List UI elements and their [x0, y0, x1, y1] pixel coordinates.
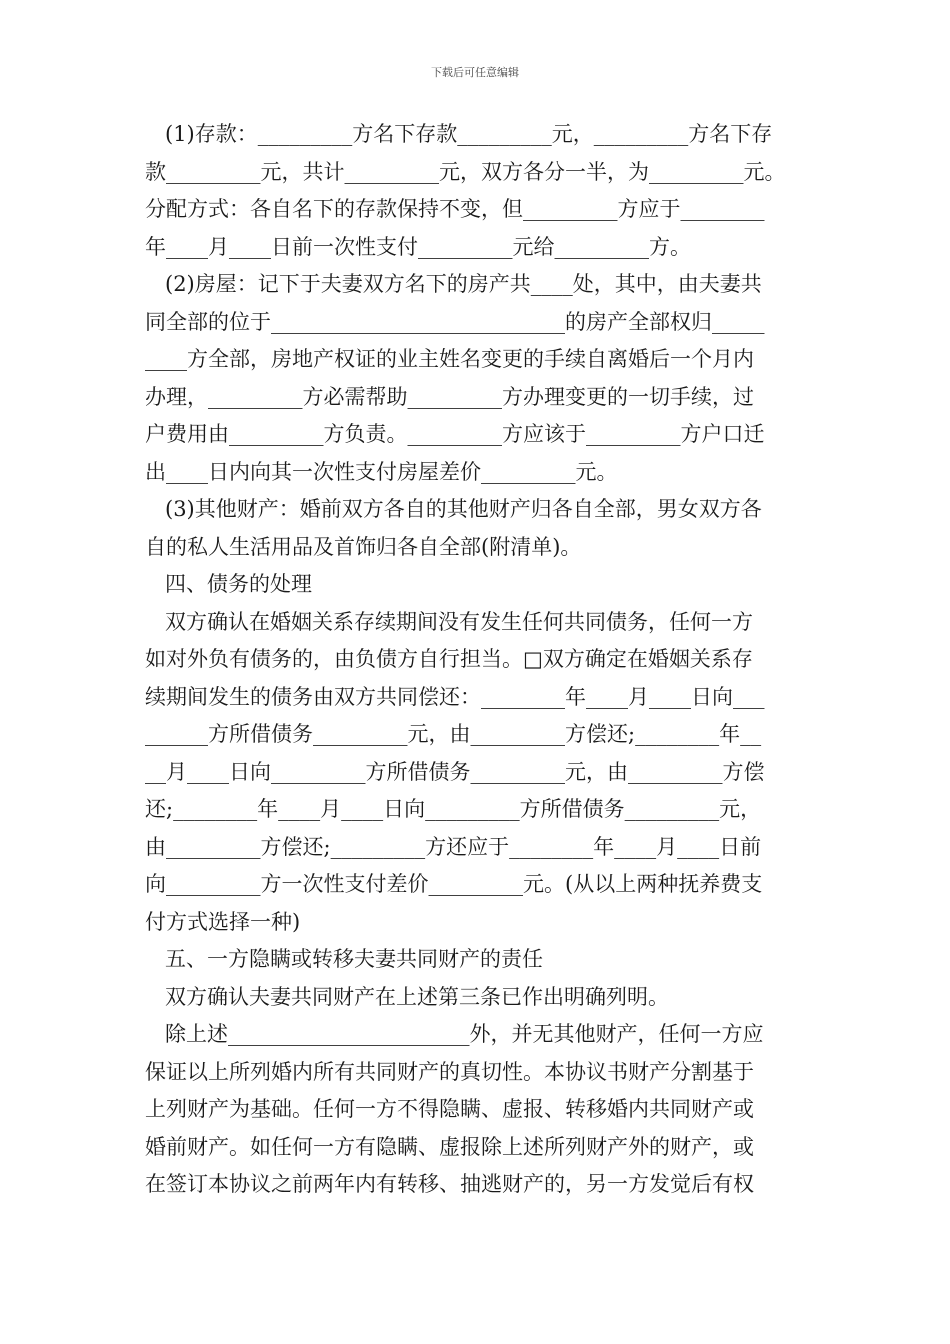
text-line: (2)房屋：记下于夫妻双方名下的房产共____处，其中，由夫妻共	[165, 272, 762, 296]
text-line: ______方所借债务_________元，由_________方偿还;________年__	[145, 722, 762, 746]
paragraph-housing	[145, 266, 815, 491]
page-header: 下载后可任意编辑	[431, 66, 519, 79]
text-line: 还;________年____月____日向_________方所借债务_________元，	[145, 797, 762, 821]
text-line: 款_________元，共计_________元，双方各分一半，为_________元。	[145, 159, 786, 184]
paragraph-savings	[145, 116, 815, 266]
text-line: 向_________方一次性支付差价_________元。(从以上两种抚养费支	[145, 872, 763, 896]
paragraph-debts	[145, 604, 815, 942]
paragraph-concealment-terms	[145, 1016, 815, 1204]
paragraph-other-property	[145, 491, 815, 566]
text-line: 双方确认在婚姻关系存续期间没有发生任何共同债务，任何一方	[165, 609, 753, 634]
text-line: 办理，_________方必需帮助_________方办理变更的一切手续，过	[145, 384, 754, 409]
text-line: 同全部的位于____________________________的房产全部权归_____	[145, 309, 765, 334]
text-line: 在签订本协议之前两年内有转移、抽逃财产的，另一方发觉后有权	[145, 1172, 754, 1196]
text-line: 上列财产为基础。任何一方不得隐瞒、虚报、转移婚内共同财产或	[145, 1097, 754, 1121]
text-line: 由_________方偿还;_________方还应于________年____月____日前	[145, 834, 762, 859]
section-heading-concealment	[145, 941, 815, 979]
text-line: 出____日内向其一次性支付房屋差价_________元。	[145, 459, 618, 484]
text-line: ____方全部，房地产权证的业主姓名变更的手续自离婚后一个月内	[145, 347, 754, 371]
text-line: 户费用由_________方负责。_________方应该于_________方户口迁	[145, 422, 765, 446]
text-line: 保证以上所列婚内所有共同财产的真切性。本协议书财产分割基于	[145, 1059, 754, 1084]
text-line: __月____日向_________方所借债务_________元，由_________方偿	[145, 759, 765, 784]
section-heading-debts	[145, 566, 815, 604]
text-line: 除上述_______________________外，并无其他财产，任何一方应	[165, 1022, 764, 1046]
text-line: 双方确认夫妻共同财产在上述第三条已作出明确列明。	[165, 984, 669, 1009]
text-line: 自的私人生活用品及首饰归各自全部(附清单)。	[145, 534, 582, 559]
heading-text: 四、债务的处理	[165, 572, 312, 596]
text-line: 年____月____日前一次性支付_________元给_________方。	[145, 234, 691, 259]
paragraph-confirmation	[145, 979, 815, 1017]
text-line: 分配方式：各自名下的存款保持不变，但_________方应于________	[145, 197, 765, 221]
text-line: 婚前财产。如任何一方有隐瞒、虚报除上述所列财产外的财产，或	[145, 1134, 754, 1159]
text-line: 如对外负有债务的，由负债方自行担当。□双方确定在婚姻关系存	[145, 647, 753, 671]
heading-text: 五、一方隐瞒或转移夫妻共同财产的责任	[165, 947, 543, 971]
text-line: 续期间发生的债务由双方共同偿还：________年____月____日向___	[145, 684, 765, 709]
text-line: (1)存款：_________方名下存款_________元，_________方名下存	[165, 122, 773, 146]
text-line: 付方式选择一种)	[145, 909, 301, 934]
text-line: (3)其他财产：婚前双方各自的其他财产归各自全部，男女双方各	[165, 497, 762, 521]
document-body	[145, 116, 815, 1204]
